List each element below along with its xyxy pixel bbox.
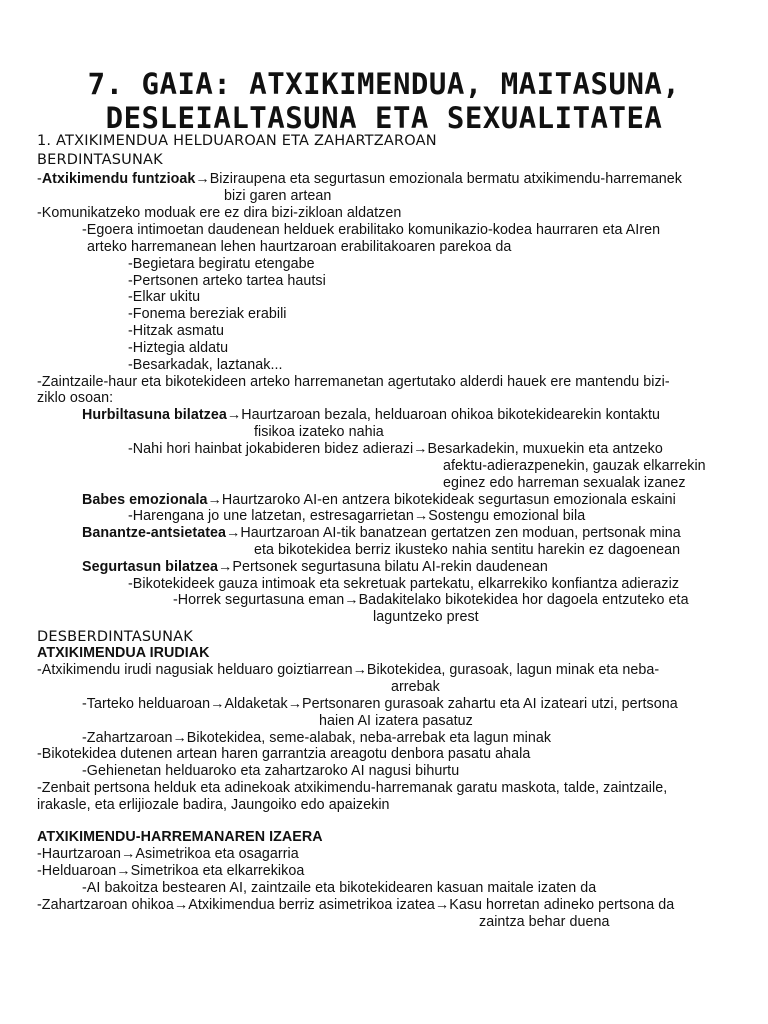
page-title-line-1: 7. GAIA: ATXIKIMENDUA, MAITASUNA, [87, 67, 681, 101]
text-line: -Egoera intimoetan daudenean helduek erabilitako komunikazio-kodea haurraren eta AIren [82, 222, 661, 238]
text-line: afektu-adierazpenekin, gauzak elkarrekin [443, 458, 706, 474]
text-line: arrebak [391, 679, 440, 695]
bold-term: Banantze-antsietatea [82, 525, 227, 541]
text-line: -Bikotekidea dutenen artean haren garrantzia areagotu denbora pasatu ahala [37, 746, 531, 762]
text-line [82, 525, 681, 542]
text-line: -Bikotekideek gauza intimoak eta sekretuak partekatu, elkarrekiko konfiantza adieraziz [128, 576, 680, 592]
bold-term: Segurtasun bilatzea [82, 559, 219, 575]
text-line: eta bikotekidea berriz ikusteko nahia sentitu harekin ez dagoenean [254, 542, 681, 558]
text-line: zaintza behar duena [479, 914, 610, 930]
section-heading: 1. ATXIKIMENDUA HELDUAROAN ETA ZAHARTZAROAN [37, 133, 437, 149]
bold-term: Babes emozionala [82, 492, 208, 508]
bold-heading: ATXIKIMENDU-HARREMANAREN IZAERA [37, 829, 323, 845]
list-item: -Begietara begiratu etengabe [128, 256, 315, 272]
text-line: -Helduaroan→Simetrikoa eta elkarrekikoa [37, 863, 305, 879]
text-segment: →Pertsonek segurtasuna bilatu AI-rekin daudenean [218, 559, 548, 575]
list-item: -Besarkadak, laztanak... [128, 357, 283, 373]
text-line: -Atxikimendu irudi nagusiak helduaro goiztiarrean→Bikotekidea, gurasoak, lagun minak eta neba- [37, 662, 660, 678]
text-line: -AI bakoitza bestearen AI, zaintzaile eta bikotekidearen kasuan maitale izaten da [82, 880, 597, 896]
list-item: -Elkar ukitu [128, 289, 201, 305]
subheading-desberdintasunak: DESBERDINTASUNAK [37, 629, 193, 645]
page-title-line-2: DESLEIALTASUNA ETA SEXUALITATEA [105, 101, 663, 135]
list-item: -Pertsonen arteko tartea hautsi [128, 273, 326, 289]
text-line [82, 559, 548, 576]
list-item: -Hitzak asmatu [128, 323, 225, 339]
text-line: -Tarteko helduaroan→Aldaketak→Pertsonaren gurasoak zahartu eta AI izateari utzi, pertsona [82, 696, 678, 712]
text-line [82, 492, 676, 509]
text-line [82, 407, 660, 424]
subheading-berdintasunak: BERDINTASUNAK [37, 152, 163, 168]
text-segment: →Haurtzaroan bezala, helduaroan ohikoa bikotekidearekin kontaktu [226, 407, 661, 423]
text-line: -Haurtzaroan→Asimetrikoa eta osagarria [37, 846, 299, 862]
bold-term: Hurbiltasuna bilatzea [82, 407, 227, 423]
text-line: -Zenbait pertsona helduk eta adinekoak atxikimendu-harremanak garatu maskota, talde, zaintzaile, [37, 780, 668, 796]
text-line: haien AI izatera pasatuz [319, 713, 473, 729]
text-line: -Zaintzaile-haur eta bikotekideen arteko harremanetan agertutako alderdi hauek ere mantendu bizi- [37, 374, 670, 390]
text-line: arteko harremanean lehen haurtzaroan erabilitakoaren parekoa da [87, 239, 512, 255]
text-line: eginez edo harreman sexualak izanez [443, 475, 686, 491]
text-line: -Zahartzaroan ohikoa→Atxikimendua berriz asimetrikoa izatea→Kasu horretan adineko pertsona da [37, 897, 675, 913]
text-line: bizi garen artean [224, 188, 332, 204]
list-item: -Fonema bereziak erabili [128, 306, 287, 322]
bold-heading: ATXIKIMENDUA IRUDIAK [37, 645, 210, 661]
text-line: laguntzeko prest [373, 609, 479, 625]
text-line: -Gehienetan helduaroko eta zahartzaroko AI nagusi bihurtu [82, 763, 460, 779]
text-line: -Horrek segurtasuna eman→Badakitelako bikotekidea hor dagoela entzuteko eta [173, 592, 689, 608]
list-item: -Hiztegia aldatu [128, 340, 229, 356]
bold-term: Atxikimendu funtzioak [41, 171, 196, 187]
text-line: fisikoa izateko nahia [254, 424, 384, 440]
text-line: -Komunikatzeko moduak ere ez dira bizi-zikloan aldatzen [37, 205, 402, 221]
text-line: -Nahi hori hainbat jokabideren bidez adierazi→Besarkadekin, muxuekin eta antzeko [128, 441, 663, 457]
text-line: -Atxikimendu funtzioak→Biziraupena eta segurtasun emozionala bermatu atxikimendu-harremanek [37, 171, 683, 187]
text-segment: →Haurtzaroko AI-en antzera bikotekideak segurtasun emozionala eskaini [207, 492, 676, 508]
text-line: irakasle, eta erlijiozale badira, Jaungoiko edo apaizekin [37, 797, 390, 813]
text-line: -Harengana jo une latzetan, estresagarrietan→Sostengu emozional bila [128, 508, 586, 524]
text-line: -Zahartzaroan→Bikotekidea, seme-alabak, neba-arrebak eta lagun minak [82, 730, 552, 746]
text-segment: →Haurtzaroan AI-tik banatzean gertatzen zen moduan, pertsonak mina [226, 525, 681, 541]
text-segment: →Biziraupena eta segurtasun emozionala bermatu atxikimendu-harremanek [195, 171, 683, 187]
text-line: ziklo osoan: [37, 390, 114, 406]
